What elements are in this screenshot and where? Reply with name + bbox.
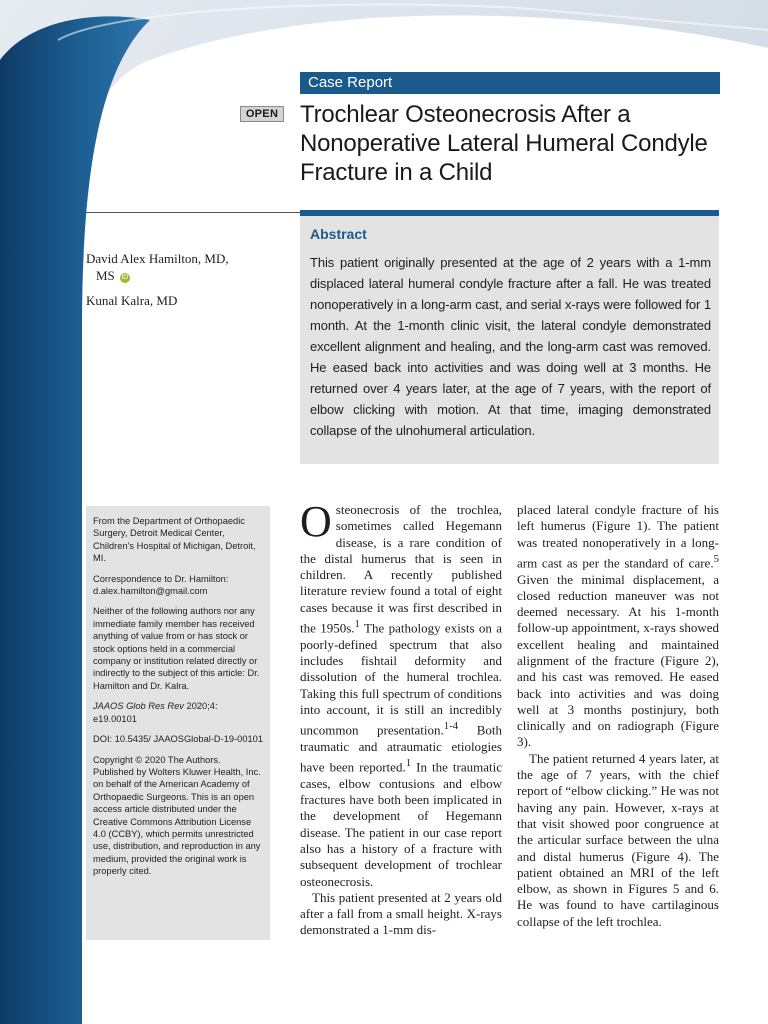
open-access-badge: OPEN <box>240 106 284 122</box>
orcid-icon[interactable]: iD <box>121 274 129 281</box>
citation-details: 2020;4: e19.00101 <box>93 701 218 724</box>
citation <box>93 700 264 725</box>
intro-paragraph <box>300 497 502 890</box>
author-1-ms: MS <box>96 268 115 283</box>
case-paragraph-2 <box>517 502 719 751</box>
correspondence: Correspondence to Dr. Hamilton: d.alex.hamilton@gmail.com <box>93 573 229 597</box>
abstract-heading: Abstract <box>310 226 367 242</box>
author-1: David Alex Hamilton, MD, <box>86 251 229 266</box>
author-1-degree <box>96 267 286 284</box>
article-title: Trochlear Osteonecrosis After a Nonoperative Lateral Humeral Condyle Fracture in a Child <box>300 101 708 186</box>
case-paragraph-1: This patient presented at 2 years old after a fall from a small height. X-rays demonstrated a 1-mm dis- <box>300 889 502 938</box>
case-paragraph-3: The patient returned 4 years later, at the age of 7 years, with the chief report of “elbow clicking.” He was not having any pain. However, x-rays at that visit showed poor congruence at the articular surface between the ulna and distal humerus (Figure 4). The patient obtained an MRI of the left elbow, as shown in Figures 5 and 6. He was found to have cartilaginous collapse of the left trochlea. <box>517 750 719 929</box>
reference-link[interactable]: 1 <box>354 618 360 631</box>
case-text-a: placed lateral condyle fracture of his left humerus (Figure 1). The patient was treated nonoperatively in a long-arm cast as per the standard of care. <box>517 502 719 571</box>
reference-link[interactable]: 1 <box>405 757 412 770</box>
intro-text-d: In the traumatic cases, elbow contusions and elbow fractures have both been implicated in the development of Hegemann disease. The patient in our case report also has a history of a fracture with subsequent development of trochlear osteonecrosis. <box>300 759 502 889</box>
intro-text-a: steonecrosis of the trochlea, sometimes called Hegemann disease, is a rare condition of the distal humerus that is seen in children. A recently published literature review found a total of eight cases because it was first described in the 1950s. <box>300 502 502 636</box>
case-text-b: Given the minimal displacement, a closed reduction maneuver was not deemed necessary. At his 1-month follow-up appointment, x-rays showed excellent healing and maintained alignment of the fracture (Figure 2), and his cast was removed. He eased back into activities and was doing well at 3 months postinjury, both clinically and on radiograph (Figure 3). <box>517 571 719 750</box>
copyright: Copyright © 2020 The Authors. Published by Wolters Kluwer Health, Inc. on behalf of the American Academy of Orthopaedic Surgeons. This is an open access article distributed under the Creative Commons Attribution License 4.0 (CCBY), which permits unrestricted use, distribution, and reproduction in any medium, provided the original work is properly cited. <box>93 754 261 877</box>
affiliation: From the Department of Orthopaedic Surgery, Detroit Medical Center, Children's Hospital of Michigan, Detroit, MI. <box>93 516 256 564</box>
intro-text-c: Both traumatic and atraumatic etiologies have been reported. <box>300 722 502 775</box>
disclosure: Neither of the following authors nor any immediate family member has received anything of value from or has stock or stock options held in a commercial company or institution related directly or indirectly to the subject of this article: Dr. Hamilton and Dr. Kalra. <box>93 606 260 691</box>
reference-link[interactable]: 1-4 <box>443 720 459 733</box>
reference-link[interactable]: 5 <box>713 552 719 565</box>
doi: DOI: 10.5435/ JAAOSGlobal-D-19-00101 <box>93 734 264 745</box>
section-label-bar: Case Report <box>300 72 720 94</box>
body-column-1 <box>300 497 502 939</box>
intro-text-b: The pathology exists on a poorly-defined spectrum that also includes fishtail deformity and dissolution of the humeral trochlea. Taking this full spectrum of conditions into account, it is still an incredibly uncommon presentation. <box>300 620 502 738</box>
author-list <box>86 250 286 309</box>
article-info-sidebar <box>86 506 270 940</box>
drop-cap: O <box>300 497 332 546</box>
abstract-panel <box>300 216 719 464</box>
citation-journal: JAAOS Glob Res Rev <box>93 701 184 712</box>
title-divider <box>86 212 300 213</box>
abstract-text: This patient originally presented at the age of 2 years with a 1-mm displaced lateral humeral condyle fracture after a fall. He was treated nonoperatively in a long-arm cast, and serial x-rays were followed for 1 month. At the 1-month clinic visit, the lateral condyle demonstrated excellent alignment and healing, and the long-arm cast was removed. He eased back into activities and was doing well at 3 months. He returned over 4 years later, at the age of 7 years, with the report of elbow clicking with motion. At that time, imaging demonstrated collapse of the ulnohumeral articulation. <box>310 255 711 438</box>
body-column-2 <box>517 502 719 930</box>
author-2: Kunal Kalra, MD <box>86 293 178 308</box>
